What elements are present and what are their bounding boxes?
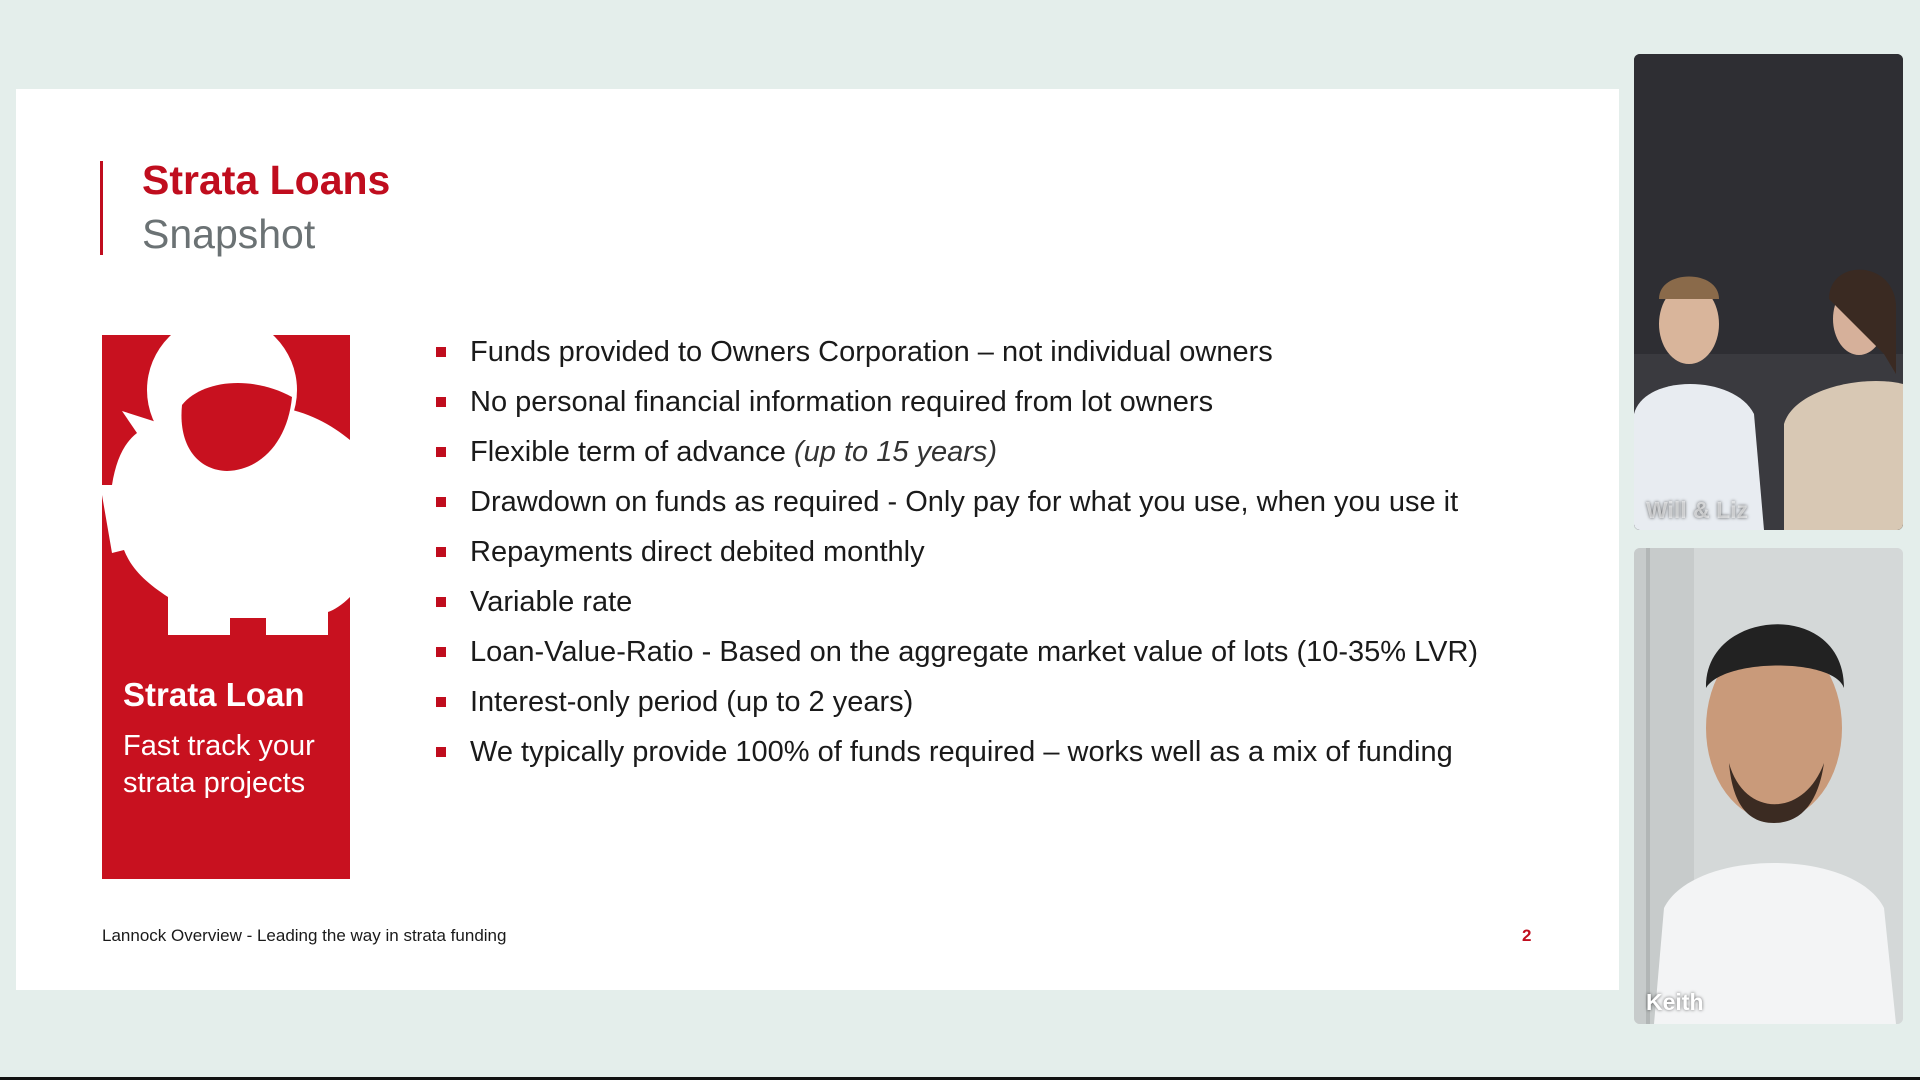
panel-sub-line-1: Fast track your [123, 730, 315, 762]
panel-heading: Strata Loan [123, 676, 305, 713]
bullet-item [436, 677, 1478, 727]
participant-video-feed [1634, 54, 1903, 530]
bullet-item [436, 377, 1478, 427]
bullet-text: Variable rate [470, 586, 633, 618]
bullet-text: Loan-Value-Ratio - Based on the aggregate market value of lots (10-35% LVR) [470, 636, 1479, 668]
bullet-marker [436, 697, 446, 707]
participant-video-tile[interactable] [1634, 548, 1903, 1024]
panel-subheading [123, 728, 343, 802]
bullet-item [436, 577, 1478, 627]
bullet-marker [436, 747, 446, 757]
bullet-marker [436, 497, 446, 507]
bullet-marker [436, 347, 446, 357]
bullet-text: We typically provide 100% of funds required – works well as a mix of funding [470, 736, 1453, 768]
bullet-item [436, 627, 1478, 677]
bullet-item [436, 727, 1478, 777]
bullet-list [436, 327, 1478, 777]
participant-name: Keith [1646, 989, 1704, 1015]
participant-video-tile[interactable] [1634, 54, 1903, 530]
bullet-item [436, 427, 1478, 477]
bullet-text: Interest-only period (up to 2 years) [470, 686, 914, 718]
bullet-text: No personal financial information required from lot owners [470, 386, 1214, 418]
title-accent-bar [100, 161, 103, 255]
bullet-marker [436, 547, 446, 557]
bullet-italic-text: (up to 15 years) [793, 436, 998, 468]
presentation-slide [16, 89, 1619, 990]
strata-loan-panel [102, 335, 350, 879]
participant-video-feed [1634, 548, 1903, 1024]
bullet-text: Flexible term of advance [470, 436, 794, 468]
slide-footer: Lannock Overview - Leading the way in strata funding [102, 926, 507, 945]
bullet-item [436, 527, 1478, 577]
bullet-item [436, 477, 1478, 527]
bullet-text: Drawdown on funds as required - Only pay for what you use, when you use it [470, 486, 1459, 518]
bullet-text: Repayments direct debited monthly [470, 536, 925, 568]
bullet-marker [436, 597, 446, 607]
slide-title: Strata Loans [142, 157, 391, 203]
panel-sub-line-2: strata projects [123, 767, 306, 799]
bullet-marker [436, 447, 446, 457]
slide-subtitle: Snapshot [142, 211, 316, 257]
bullet-marker [436, 397, 446, 407]
bullet-marker [436, 647, 446, 657]
participant-name: Will & Liz [1646, 497, 1749, 523]
page-number: 2 [1522, 926, 1532, 945]
bullet-text: Funds provided to Owners Corporation – not individual owners [470, 336, 1273, 368]
bullet-item [436, 327, 1478, 377]
